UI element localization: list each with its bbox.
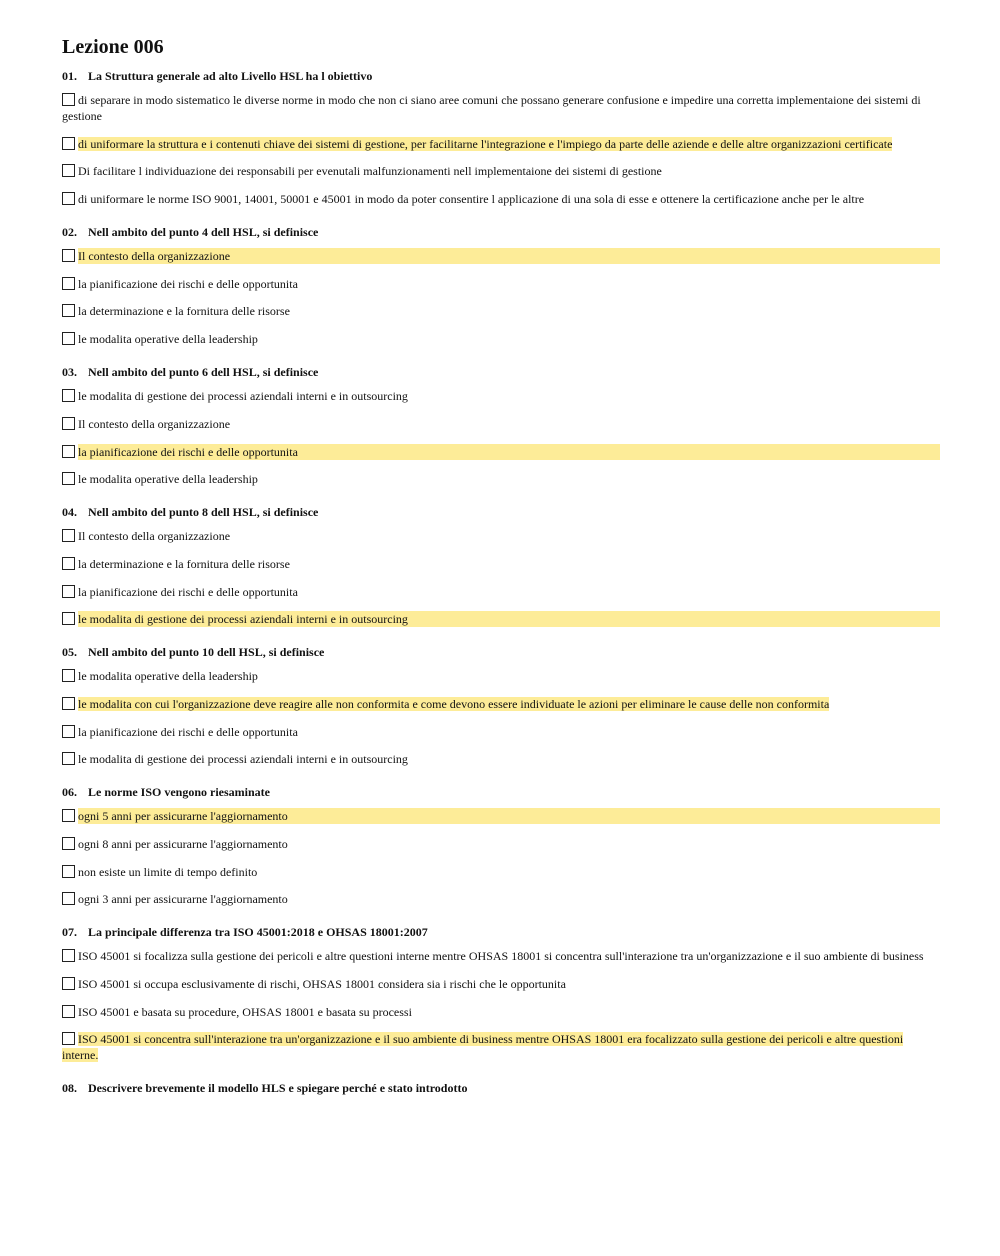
answer-checkbox[interactable] — [62, 585, 75, 598]
answer-checkbox[interactable] — [62, 249, 75, 262]
answer-checkbox[interactable] — [62, 192, 75, 205]
answer-option[interactable] — [62, 92, 940, 124]
question-3 — [62, 364, 940, 487]
answer-option[interactable] — [62, 751, 940, 767]
answer-text: di separare in modo sistematico le diverse norme in modo che non ci siano aree comuni che possano generare confusione e impedire una corretta implementaione dei sistemi di gestione — [62, 93, 921, 123]
question-text: Nell ambito del punto 10 dell HSL, si definisce — [88, 645, 325, 660]
question-2 — [62, 224, 940, 347]
question-text: Nell ambito del punto 6 dell HSL, si definisce — [88, 365, 319, 380]
answer-text: la determinazione e la fornitura delle risorse — [78, 556, 290, 571]
question-text: Nell ambito del punto 8 dell HSL, si definisce — [88, 505, 319, 520]
answer-option[interactable] — [62, 584, 940, 600]
question-number: 06. — [62, 785, 77, 800]
answer-option[interactable] — [62, 696, 940, 712]
answer-text: la pianificazione dei rischi e delle opportunita — [78, 276, 298, 291]
question-5 — [62, 644, 940, 767]
question-heading — [62, 68, 940, 84]
question-4 — [62, 504, 940, 627]
question-heading — [62, 644, 940, 660]
answer-option[interactable] — [62, 668, 940, 684]
answer-text: non esiste un limite di tempo definito — [78, 864, 258, 879]
question-number: 01. — [62, 69, 77, 83]
answer-option[interactable] — [62, 556, 940, 572]
answer-checkbox[interactable] — [62, 977, 75, 990]
question-number: 05. — [62, 645, 77, 660]
answer-option[interactable] — [62, 248, 940, 264]
answer-option[interactable] — [62, 191, 940, 207]
answer-checkbox[interactable] — [62, 304, 75, 317]
answer-text: ISO 45001 e basata su procedure, OHSAS 18001 e basata su processi — [78, 1004, 412, 1019]
answer-checkbox[interactable] — [62, 557, 75, 570]
answer-checkbox[interactable] — [62, 725, 75, 738]
answer-text: le modalita operative della leadership — [78, 472, 258, 487]
answer-option[interactable] — [62, 724, 940, 740]
answer-checkbox[interactable] — [62, 137, 75, 150]
answer-text-highlighted: le modalita di gestione dei processi aziendali interni e in outsourcing — [78, 611, 940, 627]
answer-text-highlighted: ISO 45001 si concentra sull'interazione tra un'organizzazione e il suo ambiente di business mentre OHSAS 18001 era focalizzato sulla gestione dei pericoli e altre questioni interne. — [62, 1032, 904, 1063]
answer-text: ISO 45001 si focalizza sulla gestione dei pericoli e altre questioni interne mentre OHSAS 18001 si concentra sull'interazione tra un'organizzazione e il suo ambiente di business — [78, 949, 924, 964]
answer-checkbox[interactable] — [62, 669, 75, 682]
question-heading — [62, 504, 940, 520]
answer-checkbox[interactable] — [62, 865, 75, 878]
answer-option[interactable] — [62, 976, 940, 992]
question-number: 03. — [62, 365, 77, 380]
answer-checkbox[interactable] — [62, 892, 75, 905]
answer-checkbox[interactable] — [62, 164, 75, 177]
answer-option[interactable] — [62, 388, 940, 404]
answer-text-highlighted: di uniformare la struttura e i contenuti chiave dei sistemi di gestione, per facilitarne l'integrazione e l'impiego da parte delle aziende e delle altre organizzazioni certificate — [78, 136, 893, 151]
answer-text: Il contesto della organizzazione — [78, 529, 231, 544]
answer-text: le modalita operative della leadership — [78, 332, 258, 347]
answer-checkbox[interactable] — [62, 417, 75, 430]
answer-text: ogni 8 anni per assicurarne l'aggiornamento — [78, 837, 288, 851]
answer-option[interactable] — [62, 303, 940, 319]
answer-checkbox[interactable] — [62, 612, 75, 625]
question-heading — [62, 364, 940, 380]
answer-text: le modalita di gestione dei processi aziendali interni e in outsourcing — [78, 752, 408, 767]
answer-text-highlighted: Il contesto della organizzazione — [78, 248, 940, 264]
answer-option[interactable] — [62, 611, 940, 627]
answer-text: la pianificazione dei rischi e delle opportunita — [78, 724, 298, 739]
question-heading — [62, 784, 940, 800]
answer-checkbox[interactable] — [62, 93, 75, 106]
answer-text-highlighted: la pianificazione dei rischi e delle opportunita — [78, 444, 940, 460]
question-text: Le norme ISO vengono riesaminate — [88, 785, 270, 800]
answer-checkbox[interactable] — [62, 472, 75, 485]
question-list — [62, 68, 940, 1096]
answer-option[interactable] — [62, 1031, 940, 1063]
answer-checkbox[interactable] — [62, 1005, 75, 1018]
question-8 — [62, 1080, 940, 1096]
answer-option[interactable] — [62, 808, 940, 824]
answer-checkbox[interactable] — [62, 389, 75, 402]
question-text: Descrivere brevemente il modello HLS e spiegare perché e stato introdotto — [88, 1081, 468, 1096]
answer-checkbox[interactable] — [62, 837, 75, 850]
answer-option[interactable] — [62, 836, 940, 852]
answer-option[interactable] — [62, 444, 940, 460]
question-number: 07. — [62, 925, 77, 940]
answer-option[interactable] — [62, 1004, 940, 1020]
question-text: Nell ambito del punto 4 dell HSL, si definisce — [88, 225, 319, 240]
answer-checkbox[interactable] — [62, 445, 75, 458]
lesson-title: Lezione 006 — [62, 36, 164, 58]
answer-option[interactable] — [62, 416, 940, 432]
question-heading — [62, 924, 940, 940]
answer-checkbox[interactable] — [62, 949, 75, 962]
question-text: La principale differenza tra ISO 45001:2018 e OHSAS 18001:2007 — [88, 925, 428, 940]
answer-text: la determinazione e la fornitura delle risorse — [78, 304, 290, 319]
document — [62, 34, 940, 1113]
answer-option[interactable] — [62, 528, 940, 544]
answer-checkbox[interactable] — [62, 277, 75, 290]
answer-option[interactable] — [62, 864, 940, 880]
answer-checkbox[interactable] — [62, 809, 75, 822]
answer-checkbox[interactable] — [62, 332, 75, 345]
answer-checkbox[interactable] — [62, 752, 75, 765]
answer-text: Di facilitare l individuazione dei responsabili per evenutali malfunzionamenti nell implementaione dei sistemi di gestione — [78, 164, 662, 179]
question-heading — [62, 224, 940, 240]
answer-option[interactable] — [62, 471, 940, 487]
answer-text: le modalita di gestione dei processi aziendali interni e in outsourcing — [78, 389, 408, 404]
answer-checkbox[interactable] — [62, 697, 75, 710]
answer-text: le modalita operative della leadership — [78, 669, 258, 684]
question-1 — [62, 68, 940, 207]
answer-text-highlighted: le modalita con cui l'organizzazione deve reagire alle non conformita e come devono essere individuate le azioni per eliminare le cause delle non conformita — [78, 696, 830, 711]
answer-text: ogni 3 anni per assicurarne l'aggiornamento — [78, 892, 288, 907]
answer-option[interactable] — [62, 948, 940, 964]
question-heading — [62, 1080, 940, 1096]
question-text: La Struttura generale ad alto Livello HSL ha l obiettivo — [88, 69, 373, 83]
answer-text-highlighted: ogni 5 anni per assicurarne l'aggiornamento — [78, 808, 940, 824]
answer-checkbox[interactable] — [62, 1032, 75, 1045]
question-number: 02. — [62, 225, 77, 240]
answer-option[interactable] — [62, 163, 940, 179]
answer-text: la pianificazione dei rischi e delle opportunita — [78, 584, 298, 599]
question-number: 08. — [62, 1081, 77, 1096]
question-6 — [62, 784, 940, 907]
answer-option[interactable] — [62, 331, 940, 347]
answer-text: ISO 45001 si occupa esclusivamente di rischi, OHSAS 18001 considera sia i rischi che le opportunita — [78, 977, 566, 992]
answer-text: di uniformare le norme ISO 9001, 14001, 50001 e 45001 in modo da poter consentire l applicazione di una sola di esse e ottenere la certificazione anche per le altre — [78, 192, 865, 207]
answer-option[interactable] — [62, 891, 940, 907]
answer-text: Il contesto della organizzazione — [78, 416, 231, 431]
question-number: 04. — [62, 505, 77, 520]
answer-option[interactable] — [62, 276, 940, 292]
question-7 — [62, 924, 940, 1063]
answer-checkbox[interactable] — [62, 529, 75, 542]
answer-option[interactable] — [62, 136, 940, 152]
